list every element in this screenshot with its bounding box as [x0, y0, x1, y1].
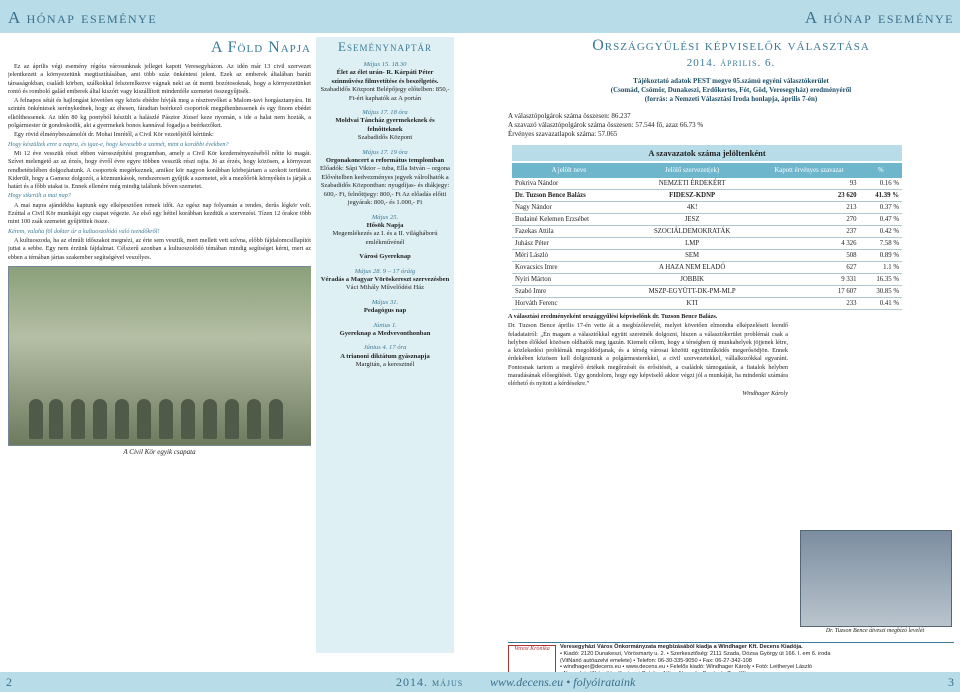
event-details: Szabadidős Központ Belépőjegy előtelben: 850,- Ft-ért kaphatók az A portán — [320, 86, 450, 102]
table-row — [512, 262, 902, 274]
photo-caption: A Civil Kör egyik csapata — [123, 447, 196, 456]
event-title: Véradás a Magyar Vöröskereszt szervezésben — [320, 275, 450, 283]
imprint — [508, 642, 954, 673]
event-details: Szabadidős Központ — [357, 134, 413, 142]
earth-day-column — [8, 37, 311, 653]
event-title: Városi Gyereknap — [359, 253, 411, 261]
table-row — [512, 250, 902, 262]
paragraph: Ez az április végi esemény régóta városunknak jelleget kapott Veresegyházon. Az idén már 13 civil szervezet jelentkezett a környezetünk megtisztításában, ami több száz önkéntest jelent. Ezek az emberek általában baráti társaságokban, családi körben, szálkokkal felszerelkezve vágnak neki az út menti bozótosoknak, hogy a környezetünket rontó és romboló galád emberek által kiszórt vagy kiszállított mindenféle szemetet összegyűjtsék. — [8, 63, 311, 95]
event-title: Orgonakoncert a református templomban — [325, 157, 445, 165]
paragraph: A kultuoszoda, ha az elmúlt időszakot megnézi, az érte sem vesztik, mert mellett vett szívna, előbb fájdalomcsillapítót juttat a sebbe. Egy nem érzünk fájdalmat. Célszerű azonban a kultuoszolódó témában mindig segítséget kérni, mert az ebben a témában jártas szakember segítségével veszélyes. — [8, 236, 311, 261]
article-text: Dr. Tuzson Bence április 17-én vette át a megbízólevelét, melyet követően elmondta elképzeléseit leendő feladatairól: „Én magam a választókkal együtt szeretnék dolgozni, hiszen a választókerület problémái csak a helyben élőkkel közösen oldhatók meg igazán. Kiemelt célom, hogy a térségben új munkahelyek jöjjenek létre, a közlekedési problémák megoldódjanak, és a térség városai közötti együttműködés megerősödjön. Ennek érdekében közösen kell dolgoznunk a polgármesterekkel, a civil szervezetekkel, vállalkozókkal egyaránt. Fontosnak tartom a meglévő értékek megőrzését és erősítését, a családok támogatását, a fiatalok helyben maradásának elősegítését. Úgy gondolom, hogy egy képviselő akkor végzi jól a munkáját, ha mindenki számára elérhető és nyitott a kérdésekre.” — [508, 322, 788, 388]
table-cell: Dr. Tuzson Bence Balázs — [512, 190, 626, 202]
table-row — [512, 274, 902, 286]
calendar-event — [320, 214, 450, 248]
table-cell: Juhász Péter — [512, 238, 626, 250]
paragraph: Egy rövid élménybeszámolót dr. Mohai Imrétől, a Civil Kör vezetőjétől kértünk: — [14, 131, 214, 139]
column-header: % — [860, 163, 902, 178]
event-date: Május 15. 18.30 — [363, 61, 407, 68]
table-cell: Horváth Ferenc — [512, 298, 626, 310]
table-cell: SZOCIÁLDEMOKRATÁK — [626, 226, 758, 238]
column-header: Kapott érvényes szavazat — [758, 163, 859, 178]
event-date: Május 25. — [371, 213, 399, 221]
table-cell: JOBBIK — [626, 274, 758, 286]
table-cell: SEM — [626, 250, 758, 262]
page-number-right: 3 — [948, 675, 954, 689]
table-cell: 9 331 — [758, 274, 859, 286]
event-title: Pedagógus nap — [363, 307, 407, 315]
winner-line: A választási eredményeként országgyűlési képviselőnk dr. Tuzson Bence Balázs. — [508, 313, 718, 320]
top-banner — [0, 0, 960, 33]
table-cell: 23 620 — [758, 190, 859, 202]
event-date: Június 1. — [373, 321, 397, 329]
table-cell: KTI — [626, 298, 758, 310]
table-cell: 0.16 % — [860, 178, 902, 190]
calendar-event — [320, 299, 450, 316]
table-cell: LMP — [626, 238, 758, 250]
calendar-event — [320, 268, 450, 293]
interview-question: Kérem, valaha föl dokter úr a kultuoszolódó való teendőkről! — [8, 227, 160, 235]
table-cell: Budainé Kelemen Erzsébet — [512, 214, 626, 226]
event-calendar-column — [316, 37, 454, 653]
event-title: Hősök Napja — [366, 221, 404, 229]
table-cell: 41.39 % — [860, 190, 902, 202]
paragraph: A felnapos sétát és hajlongást követően egy közös ebédre hívják meg a résztvevőket a Malom-tavi horgásztanyára. Itt szintén önkéntesek serénykednek, hogy az éhesen, fáradtan beérkező csoportok megpihenhessenek és egy finom ebédet elkölthessenek. Az idén 80 kg pontyból készült a halászlé Pásztor József keze nyomán, s ide a halat nem hozták, a polgármester úr gondoskodik, aki a gyermekek bonos kannával fogadja a beérkezőket. — [8, 97, 311, 130]
election-title: Országgyűlési képviselők választása — [592, 37, 870, 54]
column-header: A jelölt neve — [512, 163, 626, 178]
article — [508, 313, 788, 398]
table-row — [512, 226, 902, 238]
interview-question: Hogy sikerült a mai nap? — [8, 192, 71, 200]
table-row — [512, 190, 902, 202]
header-right: A hónap eseménye — [804, 8, 954, 27]
table-cell: 233 — [758, 298, 859, 310]
table-cell: Kovacsics Imre — [512, 262, 626, 274]
table-cell: Méri László — [512, 250, 626, 262]
table-cell: MSZP-EGYÜTT-DK-PM-MLP — [626, 286, 758, 298]
event-date: Május 17. 18 óra — [362, 109, 408, 117]
election-date: 2014. április. 6. — [686, 57, 776, 69]
column-header: Jelölő szervezet(ek) — [626, 163, 758, 178]
table-cell: 270 — [758, 214, 859, 226]
earth-day-body — [8, 63, 311, 262]
table-cell: 0.47 % — [860, 214, 902, 226]
event-title: Élet az élet urán- R. Kárpáti Péter színművész filmvetítése és beszélgetés. — [331, 69, 439, 85]
event-details: Váci Mihály Művelődési Ház — [345, 284, 425, 292]
table-cell: 7.58 % — [860, 238, 902, 250]
event-title: A trianoni diktátum gyásznapja — [340, 352, 430, 360]
table-cell: 0.42 % — [860, 226, 902, 238]
table-row — [512, 286, 902, 298]
table-row — [512, 202, 902, 214]
table-cell: 4K! — [626, 202, 758, 214]
table-cell: Nyíri Márton — [512, 274, 626, 286]
table-cell: FIDESZ-KDNP — [626, 190, 758, 202]
table-cell: 0.41 % — [860, 298, 902, 310]
table-cell: 16.35 % — [860, 274, 902, 286]
event-details: Előadók: Sápi Viktor – tuba, Ella István – orgona Elővételben kedvezményes jegyek válrolhatók a Szabadidős Központban: nyugdíjas- és diákjegy: 600,- Ft, felnőttjegy: 800,- Ft Az előadás előtti jegyárak: 800,- és 1.000,- Ft — [320, 165, 450, 207]
page-number-left: 2 — [6, 675, 12, 689]
table-cell: 0.37 % — [860, 202, 902, 214]
table-cell: 4 326 — [758, 238, 859, 250]
event-title: Moldvai Táncház gyermekeknek és felnőtteknek — [335, 117, 435, 133]
website-link[interactable]: www.decens.eu • folyóirataink — [490, 675, 636, 689]
paragraph: Mi 12 éve vesszük részt ebben városszépítési programban, amely a Civil Kör kezdeményezéséből nőtte ki magát. Szívet melengető az az érzés, hogy évről évre egyre többen vesszük részt rajta. Jó az érzés, hogy közösen, a környezet rendbetételében dolgozhatunk. A csoportok megérkeznek, amikor kör nagyon korábban körbejártam a szokott területet. Kiderült, hogy a Gamesz dolgozói, a közmunkások, rendszeresen gyűjtik a szemetet, sőt a mezőőrök környékén is járják a határt és a főbb utakat is. Ennek ellenére még mindig találunk bőven szemetet. — [8, 149, 311, 191]
event-date: Május 28. 9 – 17 óráig — [354, 267, 416, 275]
table-row — [512, 238, 902, 250]
table-cell: JESZ — [626, 214, 758, 226]
table-cell: Szabó Imre — [512, 286, 626, 298]
calendar-event — [320, 61, 450, 103]
issue-month: 2014. május — [396, 675, 464, 689]
table-cell: 0.89 % — [860, 250, 902, 262]
table-cell: 508 — [758, 250, 859, 262]
table-cell: Nagy Nándor — [512, 202, 626, 214]
calendar-event — [320, 322, 450, 339]
event-calendar-title: Eseménynaptár — [338, 39, 432, 54]
footer-bar — [0, 672, 960, 692]
table-cell: 237 — [758, 226, 859, 238]
handover-photo — [800, 530, 952, 627]
voter-stats: A választópolgárok száma összesen: 86.237 A szavazó választópolgárok száma összesen: 57.544 fő, azaz 66.73 % Érvényes szavazatlapok száma: 57.065 — [508, 112, 704, 138]
signature: Windhager Károly — [742, 389, 788, 397]
table-cell: NEMZETI ÉRDEKÉRT — [626, 178, 758, 190]
event-title: Gyereknap a Medvevonthonban — [339, 329, 431, 337]
calendar-event — [320, 109, 450, 143]
event-date: Május 31. — [371, 298, 399, 306]
calendar-event — [320, 149, 450, 208]
table-cell: Pokrivа Nándor — [512, 178, 626, 190]
table-cell: 1.1 % — [860, 262, 902, 274]
results-table — [512, 163, 902, 310]
event-details: Megemlékezés az I. és a II. világháború emlékművénél — [332, 230, 438, 246]
header-left: A hónap eseménye — [8, 8, 158, 27]
table-cell: 93 — [758, 178, 859, 190]
table-cell: 627 — [758, 262, 859, 274]
event-details: Margitán, a keresztnél — [355, 361, 415, 369]
table-title: A szavazatok száma jelöltenként — [512, 145, 902, 161]
event-date: Június 4. 17 óra — [363, 344, 407, 352]
table-row — [512, 298, 902, 310]
table-cell: 213 — [758, 202, 859, 214]
veresi-kronika-logo: Veresi Krónika — [508, 645, 556, 674]
imprint-text: Veresegyházi Város Önkormányzata megbízásából kiadja a Windhager Kft. Decens Kiadója. • Kiadó: 2120 Dunakeszi, Vörösmarty u. 2. • Szerkesztőség: 2111 Szada, Dózsa György út 166. I. em 6. iroda (VitNarió autóazelvi emelete) • Telefon: 06-30-335-9050 • Fax: 06-27-342-108 • windhager@decens.eu • www.decens.eu • Felelős kiadó: Windhager Károly • Fotó: Leitheryei László — [560, 644, 831, 671]
event-date: Május 17. 19 óra — [362, 148, 408, 156]
event-list — [316, 61, 454, 370]
table-cell: 17 607 — [758, 286, 859, 298]
table-cell: Fazekas Attila — [512, 226, 626, 238]
table-row — [512, 178, 902, 190]
handover-caption: Dr. Tuzson Bence átveszi megbízó levelét — [825, 628, 925, 634]
calendar-event — [320, 253, 450, 261]
table-cell: 30.85 % — [860, 286, 902, 298]
interview-question: Hogy készültek erre a napra, és igaz-e, hogy kevesebb a szemét, mint a korábbi években? — [8, 140, 229, 148]
civil-group-photo — [8, 266, 311, 446]
results-source: Tájékoztató adatok PEST megye 05.számú egyéni választókerület (Csomád, Csömör, Dunakeszi, Erdőkertes, Fót, Göd, Veresegyház) eredményéről (forrás: a Nemzeti Választási Iroda honlapja, április 7-én) — [610, 77, 852, 103]
table-cell: A HAZA NEM ELADÓ — [626, 262, 758, 274]
table-row — [512, 214, 902, 226]
calendar-event — [320, 344, 450, 369]
earth-day-title: A Föld Napja — [210, 39, 311, 56]
paragraph: A mai napra ajándékba kaptunk egy elképesztően remek időt. Az egész nap folyamán a rendes, derűs légkör volt. Ezúttal a Civil Kör munkáját egy csapat végezte. Az első egy héttel korábban kezdtük a szervezést. Tízen 12 órakor több mint 100 zsák szemetet gyűjtöttek össze. — [8, 201, 311, 226]
